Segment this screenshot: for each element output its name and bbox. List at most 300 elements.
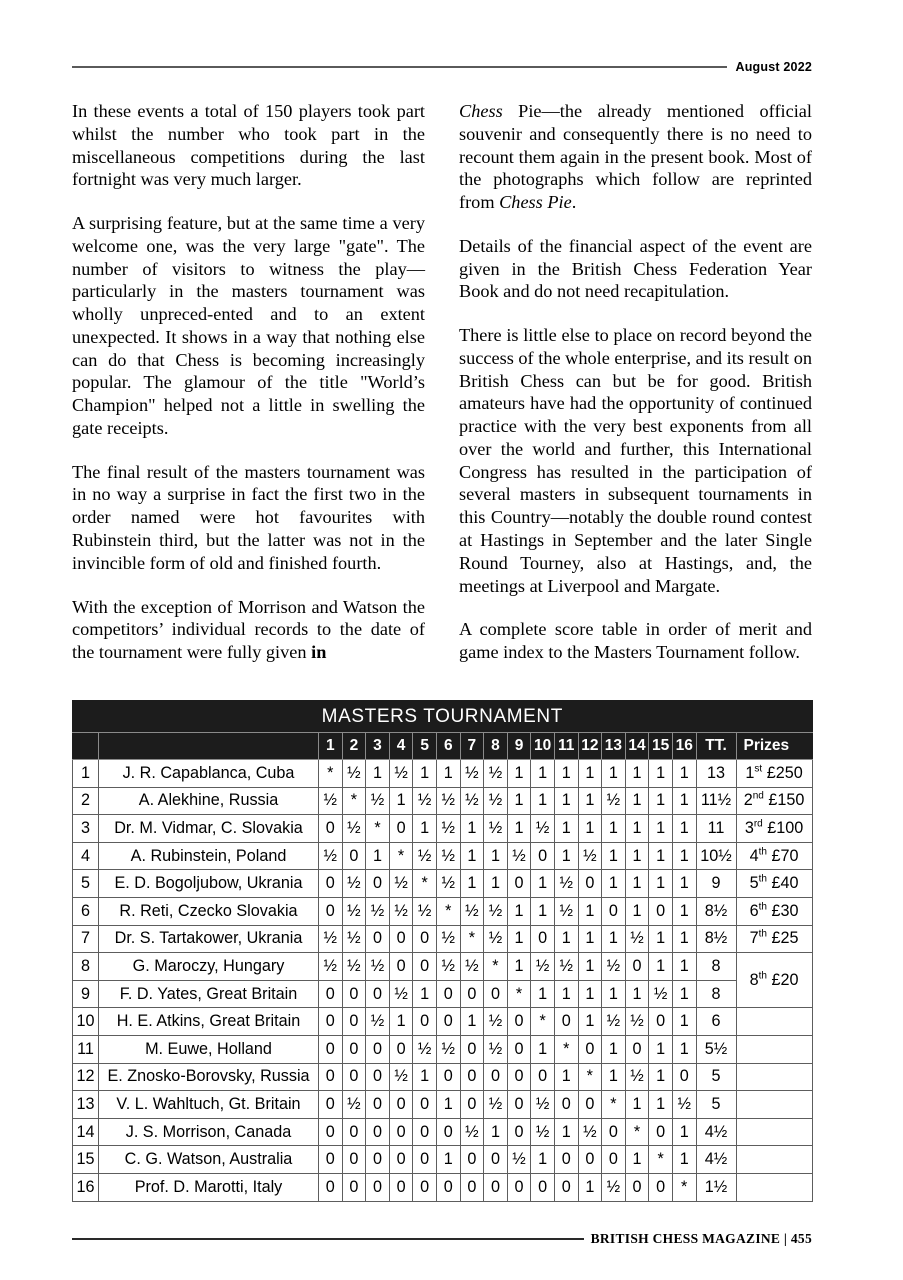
cell-player-name: H. E. Atkins, Great Britain: [99, 1008, 319, 1036]
cell-score-r4-c16: 1: [672, 842, 696, 870]
cell-player-name: E. D. Bogoljubow, Ukrania: [99, 870, 319, 898]
cell-score-r6-c12: 1: [578, 897, 602, 925]
cell-player-name: R. Reti, Czecko Slovakia: [99, 897, 319, 925]
cell-score-r10-c11: 0: [554, 1008, 578, 1036]
paragraph: There is little else to place on record beyond the success of the whole enterprise, and its result on British Chess can but be for good. British amateurs have had the opportunity of continued practice with the very best exponents from all over the world and further, this International Congress has resulted in the participation of several masters in subsequent tournaments in this Country—notably the double round contest at Hastings in September and the later Single Round Tourney, also at Hastings, and, the meetings at Liverpool and Margate.: [459, 325, 812, 596]
cell-score-r1-c9: 1: [507, 760, 531, 788]
masters-tournament-table: [72, 700, 813, 1202]
cell-score-r7-c12: 1: [578, 925, 602, 953]
cell-score-r8-c12: 1: [578, 953, 602, 981]
cell-score-r7-c10: 0: [531, 925, 555, 953]
cell-score-r9-c10: 1: [531, 980, 555, 1008]
cell-rank: 11: [73, 1035, 99, 1063]
prize-ordinal-suffix: th: [758, 873, 767, 885]
prize-amount: £25: [766, 929, 799, 948]
paragraph: The final result of the masters tournament was in no way a surprise in fact the first two in the order named were hot favourites with Rubinstein third, but the latter was not in the invincible form of old and finished fourth.: [72, 461, 425, 573]
cell-score-r3-c13: 1: [602, 815, 626, 843]
cell-score-r12-c1: 0: [319, 1063, 343, 1091]
cell-rank: 3: [73, 815, 99, 843]
header-round-10: 10: [531, 733, 555, 760]
cell-score-r9-c3: 0: [366, 980, 390, 1008]
cell-rank: 6: [73, 897, 99, 925]
cell-score-r6-c9: 1: [507, 897, 531, 925]
cell-score-r10-c4: 1: [389, 1008, 413, 1036]
cell-total: 13: [696, 760, 736, 788]
cell-score-r3-c11: 1: [554, 815, 578, 843]
cell-score-r1-c16: 1: [672, 760, 696, 788]
table-row: [73, 815, 813, 843]
cell-player-name: Dr. M. Vidmar, C. Slovakia: [99, 815, 319, 843]
cell-score-r5-c7: 1: [460, 870, 484, 898]
header-round-16: 16: [672, 733, 696, 760]
cell-score-r2-c15: 1: [649, 787, 673, 815]
cell-score-r6-c4: ½: [389, 897, 413, 925]
cell-score-r7-c3: 0: [366, 925, 390, 953]
cell-score-r9-c6: 0: [436, 980, 460, 1008]
cell-score-r5-c3: 0: [366, 870, 390, 898]
cell-score-r3-c8: ½: [484, 815, 508, 843]
cell-score-r10-c8: ½: [484, 1008, 508, 1036]
cell-score-r2-c3: ½: [366, 787, 390, 815]
cell-score-r8-c14: 0: [625, 953, 649, 981]
cell-score-r6-c11: ½: [554, 897, 578, 925]
cell-score-r9-c16: 1: [672, 980, 696, 1008]
cell-score-r2-c5: ½: [413, 787, 437, 815]
cell-score-r6-c7: ½: [460, 897, 484, 925]
cell-score-r7-c14: ½: [625, 925, 649, 953]
cell-score-r4-c12: ½: [578, 842, 602, 870]
cell-score-r5-c6: ½: [436, 870, 460, 898]
cell-score-r16-c2: 0: [342, 1173, 366, 1201]
cell-player-name: V. L. Wahltuch, Gt. Britain: [99, 1091, 319, 1119]
cell-score-r12-c15: 1: [649, 1063, 673, 1091]
prize-ordinal: 2: [743, 791, 753, 810]
header-round-15: 15: [649, 733, 673, 760]
cell-total: 8½: [696, 897, 736, 925]
cell-prize: [736, 815, 812, 843]
cell-score-r16-c11: 0: [554, 1173, 578, 1201]
cell-score-r10-c10: *: [531, 1008, 555, 1036]
cell-score-r10-c5: 0: [413, 1008, 437, 1036]
cell-score-r1-c4: ½: [389, 760, 413, 788]
prize-amount: £250: [762, 763, 803, 782]
prize-ordinal-suffix: th: [758, 846, 767, 858]
cell-prize: [736, 1091, 812, 1119]
cell-score-r6-c1: 0: [319, 897, 343, 925]
header-round-1: 1: [319, 733, 343, 760]
cell-total: 5: [696, 1091, 736, 1119]
cell-score-r2-c9: 1: [507, 787, 531, 815]
cell-score-r9-c7: 0: [460, 980, 484, 1008]
header-player-name: [99, 733, 319, 760]
prize-amount: £150: [763, 791, 805, 810]
cell-score-r4-c3: 1: [366, 842, 390, 870]
cell-score-r3-c10: ½: [531, 815, 555, 843]
cell-score-r13-c3: 0: [366, 1091, 390, 1119]
table-row: [73, 925, 813, 953]
cell-prize: [736, 953, 812, 1008]
cell-player-name: E. Znosko-Borovsky, Russia: [99, 1063, 319, 1091]
prize-ordinal: 3: [744, 818, 754, 837]
table-banner-row: [73, 701, 813, 733]
cell-score-r2-c6: ½: [436, 787, 460, 815]
cell-score-r1-c3: 1: [366, 760, 390, 788]
cell-score-r13-c10: ½: [531, 1091, 555, 1119]
cell-score-r5-c5: *: [413, 870, 437, 898]
header-round-6: 6: [436, 733, 460, 760]
cell-score-r9-c15: ½: [649, 980, 673, 1008]
cell-score-r16-c5: 0: [413, 1173, 437, 1201]
cell-score-r3-c9: 1: [507, 815, 531, 843]
cell-player-name: J. S. Morrison, Canada: [99, 1118, 319, 1146]
cell-score-r13-c9: 0: [507, 1091, 531, 1119]
running-foot-credit: BRITISH CHESS MAGAZINE | 455: [590, 1231, 812, 1246]
cell-score-r10-c14: ½: [625, 1008, 649, 1036]
cell-rank: 15: [73, 1146, 99, 1174]
cell-score-r1-c1: *: [319, 760, 343, 788]
table-row: [73, 1173, 813, 1201]
cell-score-r9-c13: 1: [602, 980, 626, 1008]
cell-score-r6-c5: ½: [413, 897, 437, 925]
cell-score-r3-c5: 1: [413, 815, 437, 843]
cell-score-r8-c10: ½: [531, 953, 555, 981]
cell-total: 9: [696, 870, 736, 898]
cell-prize: [736, 897, 812, 925]
cell-rank: 16: [73, 1173, 99, 1201]
cell-player-name: C. G. Watson, Australia: [99, 1146, 319, 1174]
cell-score-r8-c6: ½: [436, 953, 460, 981]
cell-total: 4½: [696, 1146, 736, 1174]
cell-score-r9-c1: 0: [319, 980, 343, 1008]
cell-score-r3-c15: 1: [649, 815, 673, 843]
cell-player-name: F. D. Yates, Great Britain: [99, 980, 319, 1008]
cell-score-r2-c13: ½: [602, 787, 626, 815]
cell-score-r15-c10: 1: [531, 1146, 555, 1174]
cell-score-r12-c13: 1: [602, 1063, 626, 1091]
cell-score-r8-c2: ½: [342, 953, 366, 981]
cell-score-r10-c3: ½: [366, 1008, 390, 1036]
cell-score-r2-c7: ½: [460, 787, 484, 815]
paragraph: Details of the financial aspect of the event are given in the British Chess Federation Year Book and do not need recapitulation.: [459, 235, 812, 302]
paragraph: In these events a total of 150 players took part whilst the number who took part in the miscellaneous competitions during the last fortnight was very much larger.: [72, 101, 425, 190]
cell-score-r2-c4: 1: [389, 787, 413, 815]
cell-score-r12-c4: ½: [389, 1063, 413, 1091]
cell-score-r2-c8: ½: [484, 787, 508, 815]
cell-score-r10-c13: ½: [602, 1008, 626, 1036]
cell-score-r11-c13: 1: [602, 1035, 626, 1063]
cell-score-r7-c6: ½: [436, 925, 460, 953]
cell-total: 11½: [696, 787, 736, 815]
cell-score-r14-c2: 0: [342, 1118, 366, 1146]
cell-score-r16-c6: 0: [436, 1173, 460, 1201]
cell-total: 4½: [696, 1118, 736, 1146]
cell-prize: [736, 1008, 812, 1036]
cell-score-r8-c8: *: [484, 953, 508, 981]
cell-score-r1-c11: 1: [554, 760, 578, 788]
cell-score-r10-c6: 0: [436, 1008, 460, 1036]
cell-score-r16-c15: 0: [649, 1173, 673, 1201]
cell-score-r13-c12: 0: [578, 1091, 602, 1119]
cell-score-r14-c7: ½: [460, 1118, 484, 1146]
table-row: [73, 1118, 813, 1146]
cell-score-r5-c14: 1: [625, 870, 649, 898]
table-row: [73, 1091, 813, 1119]
cell-score-r16-c7: 0: [460, 1173, 484, 1201]
cell-score-r7-c1: ½: [319, 925, 343, 953]
cell-score-r4-c1: ½: [319, 842, 343, 870]
cell-score-r12-c9: 0: [507, 1063, 531, 1091]
cell-score-r14-c16: 1: [672, 1118, 696, 1146]
cell-score-r15-c12: 0: [578, 1146, 602, 1174]
header-round-14: 14: [625, 733, 649, 760]
cell-score-r5-c13: 1: [602, 870, 626, 898]
cell-rank: 2: [73, 787, 99, 815]
cell-score-r11-c8: ½: [484, 1035, 508, 1063]
cell-player-name: M. Euwe, Holland: [99, 1035, 319, 1063]
header-round-4: 4: [389, 733, 413, 760]
cell-rank: 9: [73, 980, 99, 1008]
cell-score-r2-c12: 1: [578, 787, 602, 815]
cell-score-r14-c3: 0: [366, 1118, 390, 1146]
cell-score-r3-c1: 0: [319, 815, 343, 843]
cell-score-r4-c15: 1: [649, 842, 673, 870]
cell-total: 5½: [696, 1035, 736, 1063]
prize-ordinal: 6: [749, 901, 759, 920]
cell-score-r5-c12: 0: [578, 870, 602, 898]
cell-score-r15-c15: *: [649, 1146, 673, 1174]
cell-score-r14-c5: 0: [413, 1118, 437, 1146]
cell-total: 5: [696, 1063, 736, 1091]
cell-score-r15-c8: 0: [484, 1146, 508, 1174]
cell-prize: [736, 1063, 812, 1091]
cell-score-r2-c11: 1: [554, 787, 578, 815]
paragraph-with-italics: Chess Pie—the already mentioned official souvenir and consequently there is no need to recount them again in the present book. Most of the photographs which follow are reprinted from Chess Pie.: [459, 101, 812, 213]
cell-total: 10½: [696, 842, 736, 870]
cell-score-r11-c10: 1: [531, 1035, 555, 1063]
cell-score-r11-c6: ½: [436, 1035, 460, 1063]
table-row: [73, 870, 813, 898]
table-title: MASTERS TOURNAMENT: [73, 701, 813, 733]
table-row: [73, 1063, 813, 1091]
cell-total: 1½: [696, 1173, 736, 1201]
header-prizes: Prizes: [736, 733, 812, 760]
cell-score-r11-c3: 0: [366, 1035, 390, 1063]
header-rank: [73, 733, 99, 760]
cell-score-r15-c14: 1: [625, 1146, 649, 1174]
cell-total: 11: [696, 815, 736, 843]
cell-score-r9-c12: 1: [578, 980, 602, 1008]
italic-title: Chess: [459, 101, 503, 121]
table-row: [73, 842, 813, 870]
cell-score-r5-c9: 0: [507, 870, 531, 898]
cell-total: 8: [696, 980, 736, 1008]
cell-score-r9-c8: 0: [484, 980, 508, 1008]
cell-score-r4-c13: 1: [602, 842, 626, 870]
header-round-2: 2: [342, 733, 366, 760]
cell-score-r15-c13: 0: [602, 1146, 626, 1174]
cell-prize: [736, 1146, 812, 1174]
cell-score-r5-c1: 0: [319, 870, 343, 898]
table-column-header-row: [73, 733, 813, 760]
cell-score-r13-c7: 0: [460, 1091, 484, 1119]
cell-score-r5-c15: 1: [649, 870, 673, 898]
cell-score-r8-c11: ½: [554, 953, 578, 981]
cell-score-r6-c10: 1: [531, 897, 555, 925]
header-round-12: 12: [578, 733, 602, 760]
prize-ordinal-suffix: th: [758, 901, 767, 913]
cell-score-r12-c7: 0: [460, 1063, 484, 1091]
cell-score-r12-c3: 0: [366, 1063, 390, 1091]
cell-player-name: J. R. Capablanca, Cuba: [99, 760, 319, 788]
cell-score-r14-c13: 0: [602, 1118, 626, 1146]
cell-score-r7-c15: 1: [649, 925, 673, 953]
cell-score-r2-c14: 1: [625, 787, 649, 815]
cell-prize: [736, 1118, 812, 1146]
cell-score-r5-c4: ½: [389, 870, 413, 898]
cell-score-r13-c16: ½: [672, 1091, 696, 1119]
header-total: TT.: [696, 733, 736, 760]
cell-score-r13-c11: 0: [554, 1091, 578, 1119]
cell-score-r9-c4: ½: [389, 980, 413, 1008]
prize-ordinal: 1: [745, 763, 755, 782]
prize-amount: £20: [766, 970, 799, 989]
cell-score-r12-c10: 0: [531, 1063, 555, 1091]
running-head-rule: [72, 66, 727, 68]
cell-score-r4-c8: 1: [484, 842, 508, 870]
cell-prize: [736, 760, 812, 788]
header-round-8: 8: [484, 733, 508, 760]
masters-tournament-table-wrapper: [72, 700, 812, 1202]
cell-rank: 4: [73, 842, 99, 870]
cell-player-name: Prof. D. Marotti, Italy: [99, 1173, 319, 1201]
cell-score-r7-c2: ½: [342, 925, 366, 953]
cell-score-r5-c16: 1: [672, 870, 696, 898]
cell-rank: 7: [73, 925, 99, 953]
prize-ordinal: 4: [749, 846, 759, 865]
prize-ordinal-suffix: nd: [752, 791, 764, 802]
cell-score-r8-c5: 0: [413, 953, 437, 981]
header-round-9: 9: [507, 733, 531, 760]
cell-score-r5-c11: ½: [554, 870, 578, 898]
cell-score-r12-c12: *: [578, 1063, 602, 1091]
table-row: [73, 1146, 813, 1174]
cell-score-r11-c2: 0: [342, 1035, 366, 1063]
cell-score-r3-c12: 1: [578, 815, 602, 843]
cell-score-r11-c11: *: [554, 1035, 578, 1063]
cell-score-r6-c3: ½: [366, 897, 390, 925]
cell-score-r15-c5: 0: [413, 1146, 437, 1174]
cell-score-r4-c2: 0: [342, 842, 366, 870]
cell-score-r14-c12: ½: [578, 1118, 602, 1146]
cell-player-name: G. Maroczy, Hungary: [99, 953, 319, 981]
cell-score-r11-c15: 1: [649, 1035, 673, 1063]
prize-ordinal-suffix: th: [758, 970, 767, 982]
cell-score-r14-c14: *: [625, 1118, 649, 1146]
cell-rank: 5: [73, 870, 99, 898]
cell-score-r13-c5: 0: [413, 1091, 437, 1119]
cell-score-r11-c7: 0: [460, 1035, 484, 1063]
cell-score-r2-c1: ½: [319, 787, 343, 815]
header-round-3: 3: [366, 733, 390, 760]
prize-amount: £30: [766, 901, 799, 920]
cell-score-r11-c1: 0: [319, 1035, 343, 1063]
cell-score-r12-c2: 0: [342, 1063, 366, 1091]
cell-score-r11-c9: 0: [507, 1035, 531, 1063]
cell-score-r6-c2: ½: [342, 897, 366, 925]
cell-score-r3-c14: 1: [625, 815, 649, 843]
cell-score-r2-c2: *: [342, 787, 366, 815]
cell-score-r1-c15: 1: [649, 760, 673, 788]
cell-score-r13-c14: 1: [625, 1091, 649, 1119]
cell-score-r7-c8: ½: [484, 925, 508, 953]
cell-score-r8-c3: ½: [366, 953, 390, 981]
cell-score-r6-c14: 1: [625, 897, 649, 925]
cell-score-r13-c4: 0: [389, 1091, 413, 1119]
cell-score-r1-c6: 1: [436, 760, 460, 788]
cell-score-r9-c11: 1: [554, 980, 578, 1008]
cell-score-r12-c6: 0: [436, 1063, 460, 1091]
cell-score-r16-c12: 1: [578, 1173, 602, 1201]
prize-ordinal: 5: [749, 874, 759, 893]
cell-score-r8-c9: 1: [507, 953, 531, 981]
table-row: [73, 953, 813, 981]
table-row: [73, 787, 813, 815]
running-head: [72, 56, 812, 78]
cell-score-r13-c2: ½: [342, 1091, 366, 1119]
cell-score-r13-c15: 1: [649, 1091, 673, 1119]
cell-score-r16-c9: 0: [507, 1173, 531, 1201]
cell-score-r6-c16: 1: [672, 897, 696, 925]
cell-score-r12-c5: 1: [413, 1063, 437, 1091]
cell-score-r15-c16: 1: [672, 1146, 696, 1174]
cell-score-r16-c13: ½: [602, 1173, 626, 1201]
cell-prize: [736, 842, 812, 870]
running-foot: [72, 1228, 812, 1250]
cell-score-r11-c5: ½: [413, 1035, 437, 1063]
cell-player-name: Dr. S. Tartakower, Ukrania: [99, 925, 319, 953]
prize-ordinal-suffix: th: [758, 928, 767, 940]
cell-score-r5-c8: 1: [484, 870, 508, 898]
cell-score-r15-c4: 0: [389, 1146, 413, 1174]
cell-score-r14-c10: ½: [531, 1118, 555, 1146]
cell-score-r4-c4: *: [389, 842, 413, 870]
cell-score-r10-c7: 1: [460, 1008, 484, 1036]
cell-score-r1-c8: ½: [484, 760, 508, 788]
prize-amount: £40: [766, 874, 799, 893]
cell-score-r11-c14: 0: [625, 1035, 649, 1063]
cell-score-r4-c9: ½: [507, 842, 531, 870]
prize-amount: £100: [762, 818, 804, 837]
cell-rank: 8: [73, 953, 99, 981]
cell-score-r16-c8: 0: [484, 1173, 508, 1201]
cell-score-r15-c3: 0: [366, 1146, 390, 1174]
cell-total: 8: [696, 953, 736, 981]
cell-score-r14-c6: 0: [436, 1118, 460, 1146]
cell-score-r4-c10: 0: [531, 842, 555, 870]
cell-score-r15-c9: ½: [507, 1146, 531, 1174]
cell-score-r7-c13: 1: [602, 925, 626, 953]
cell-score-r14-c15: 0: [649, 1118, 673, 1146]
cell-score-r4-c14: 1: [625, 842, 649, 870]
cell-score-r16-c16: *: [672, 1173, 696, 1201]
cell-score-r10-c2: 0: [342, 1008, 366, 1036]
cell-player-name: A. Rubinstein, Poland: [99, 842, 319, 870]
cell-score-r8-c13: ½: [602, 953, 626, 981]
table-row: [73, 980, 813, 1008]
cell-score-r11-c16: 1: [672, 1035, 696, 1063]
cell-score-r14-c11: 1: [554, 1118, 578, 1146]
header-round-11: 11: [554, 733, 578, 760]
